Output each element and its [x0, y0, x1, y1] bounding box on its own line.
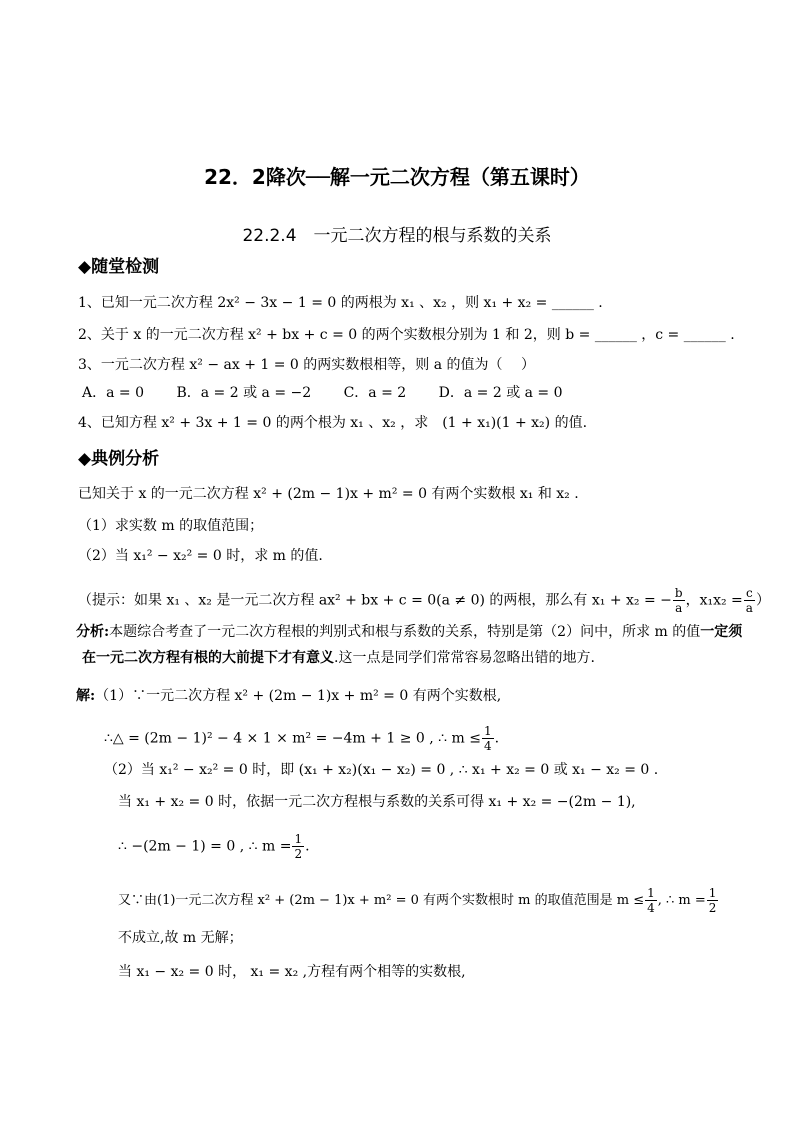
fraction-one-half — [292, 832, 304, 861]
analysis-text: .这一点是同学们常常容易忽略出错的地方. — [334, 650, 595, 666]
fraction-denominator: 2 — [294, 847, 303, 861]
fraction-denominator: a — [673, 600, 685, 615]
quiz-question-2: 2、关于 x 的一元二次方程 x² + bx + c = 0 的两个实数根分别为 1 和 2，则 b = ______ ，c = ______ . — [78, 327, 735, 343]
fraction-c-over-a — [744, 586, 755, 615]
fraction-numerator: 1 — [647, 886, 655, 900]
example-hint — [78, 586, 770, 615]
page-subtitle: 22.2.4 一元二次方程的根与系数的关系 — [242, 226, 552, 246]
solution-line-2 — [104, 724, 499, 753]
solution-line-4: 当 x₁ + x₂ = 0 时，依据一元二次方程根与系数的关系可得 x₁ + x₂ = −(2m − 1), — [118, 794, 636, 810]
fraction-denominator: 4 — [647, 901, 655, 915]
solution-text: 又∵由(1)一元二次方程 x² + (2m − 1)x + m² = 0 有两个实数根时 m 的取值范围是 m ≤ — [118, 893, 645, 908]
section-heading-example: ◆典例分析 — [78, 449, 160, 469]
solution-text: , ∴ m = — [657, 893, 706, 908]
quiz-question-3-options: A．a = 0 B．a = 2 或 a = −2 C．a = 2 D．a = 2 或 a = 0 — [82, 385, 563, 401]
quiz-question-3: 3、一元二次方程 x² − ax + 1 = 0 的两实数根相等，则 a 的值为（ ） — [78, 357, 535, 373]
solution-line-5 — [118, 832, 310, 861]
hint-text-product: ，x₁x₂ = — [685, 592, 743, 609]
hint-close: ） — [755, 592, 770, 609]
solution-text: . — [305, 838, 310, 855]
fraction-numerator: 1 — [708, 886, 717, 900]
fraction-numerator: 1 — [294, 832, 303, 846]
quiz-question-4: 4、已知方程 x² + 3x + 1 = 0 的两个根为 x₁ 、x₂ ，求 (1 + x₁)(1 + x₂) 的值. — [78, 415, 588, 431]
section-heading-quiz: ◆随堂检测 — [78, 257, 160, 277]
fraction-one-quarter — [645, 886, 657, 915]
solution-line-1 — [76, 686, 501, 706]
solution-line-7: 不成立,故 m 无解； — [118, 930, 243, 946]
example-part-2: （2）当 x₁² − x₂² = 0 时，求 m 的值. — [78, 548, 323, 564]
analysis-emphasis: 一定须 — [700, 624, 743, 640]
solution-line-8: 当 x₁ − x₂ = 0 时， x₁ = x₂ ,方程有两个相等的实数根, — [118, 964, 466, 980]
analysis-label: 分析: — [76, 624, 110, 640]
fraction-denominator: 4 — [483, 739, 492, 753]
example-part-1: （1）求实数 m 的取值范围； — [78, 518, 264, 534]
fraction-denominator: 2 — [708, 901, 717, 915]
fraction-numerator: c — [745, 586, 753, 600]
analysis-text: 本题综合考查了一元二次方程根的判别式和根与系数的关系，特别是第（2）问中，所求 m 的值 — [109, 624, 701, 640]
fraction-numerator: b — [674, 586, 683, 600]
page-title: 22．2降次──解一元二次方程（第五课时） — [204, 165, 590, 189]
solution-line-3: （2）当 x₁² − x₂² = 0 时，即 (x₁ + x₂)(x₁ − x₂) = 0 , ∴ x₁ + x₂ = 0 或 x₁ − x₂ = 0 . — [104, 762, 659, 778]
solution-text: （1）∵一元二次方程 x² + (2m − 1)x + m² = 0 有两个实数根, — [95, 688, 502, 704]
fraction-numerator: 1 — [483, 724, 492, 738]
fraction-one-quarter — [482, 724, 494, 753]
analysis-line-2 — [82, 648, 595, 668]
fraction-b-over-a — [673, 586, 685, 615]
analysis-emphasis: 在一元二次方程有根的大前提下才有意义 — [82, 650, 334, 666]
solution-text: ∴△ = (2m − 1)² − 4 × 1 × m² = −4m + 1 ≥ 0 , ∴ m ≤ — [104, 730, 481, 747]
solution-text: . — [494, 730, 500, 747]
fraction-denominator: a — [745, 601, 753, 615]
example-stem: 已知关于 x 的一元二次方程 x² + (2m − 1)x + m² = 0 有两个实数根 x₁ 和 x₂ . — [78, 486, 579, 502]
solution-text: ∴ −(2m − 1) = 0 , ∴ m = — [118, 838, 292, 855]
solution-line-6 — [118, 886, 719, 915]
analysis-line-1 — [76, 622, 742, 642]
quiz-question-1: 1、已知一元二次方程 2x² − 3x − 1 = 0 的两根为 x₁ 、x₂ ，则 x₁ + x₂ = ______ . — [78, 295, 603, 311]
hint-text: （提示：如果 x₁ 、x₂ 是一元二次方程 ax² + bx + c = 0(a ≠ 0) 的两根，那么有 x₁ + x₂ = − — [78, 592, 672, 609]
fraction-one-half — [707, 886, 719, 915]
solution-label: 解: — [76, 688, 96, 704]
